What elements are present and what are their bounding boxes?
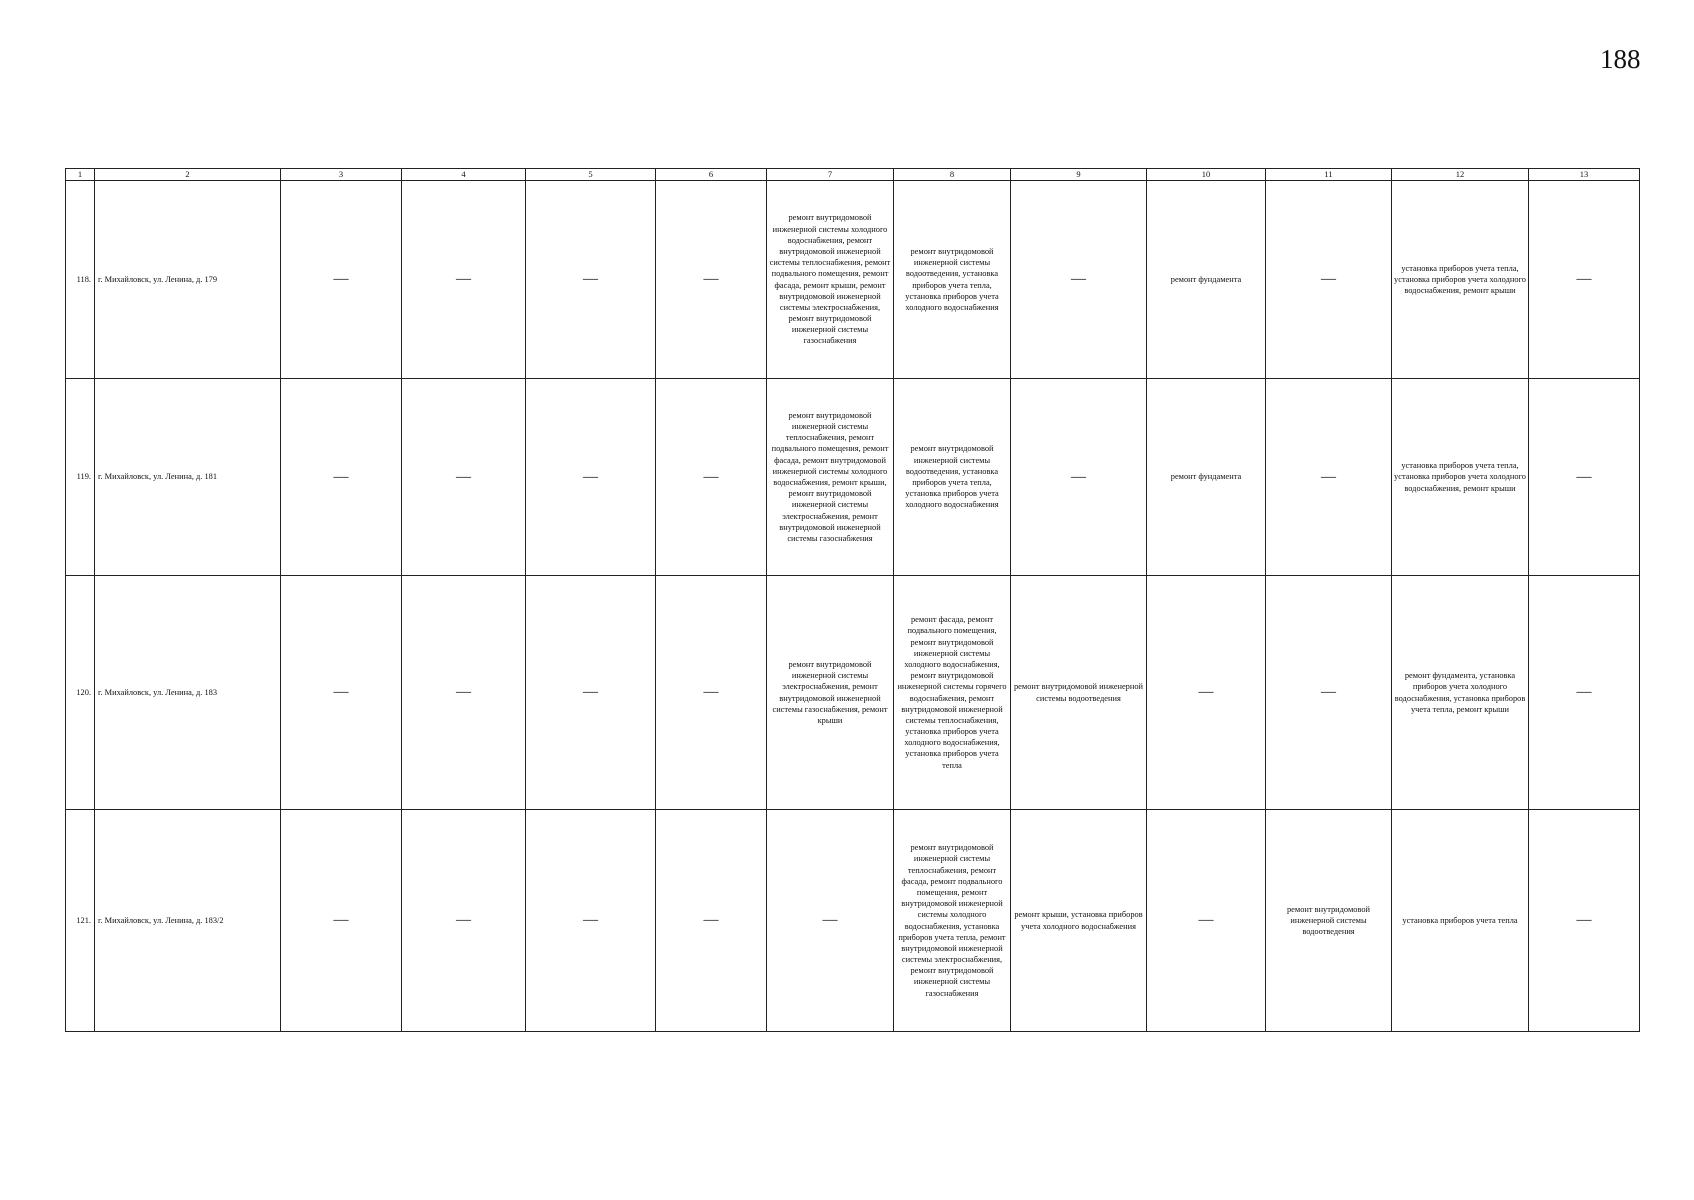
table-cell [281, 379, 402, 576]
table-cell [402, 576, 526, 810]
dash-cell: — [1198, 912, 1214, 928]
table-cell [1011, 181, 1147, 379]
column-number: 6 [656, 169, 767, 181]
dash-cell: — [1576, 468, 1592, 485]
column-number: 1 [66, 169, 95, 181]
table-cell [402, 810, 526, 1032]
works-cell: ремонт фасада, ремонт подвального помещения, ремонт внутридомовой инженерной системы холодного водоснабжения, ремонт внутридомовой инженерной системы горячего водоснабжения, ремонт внутридомовой инженерной системы теплоснабжения, установка приборов учета холодного водоснабжения, установка приборов учета тепла [894, 576, 1011, 810]
dash-cell: — [1576, 684, 1592, 700]
table-cell [656, 379, 767, 576]
table-cell [1147, 576, 1266, 810]
works-cell: ремонт внутридомовой инженерной системы водоотведения, установка приборов учета тепла, установка приборов учета холодного водоснабжения [894, 379, 1011, 576]
table-cell [281, 810, 402, 1032]
table-cell [1266, 181, 1392, 379]
column-number: 12 [1392, 169, 1529, 181]
dash-cell: — [456, 468, 471, 485]
table-cell [402, 181, 526, 379]
dash-cell: — [822, 912, 838, 928]
dash-cell: — [456, 684, 471, 700]
address-cell: г. Михайловск, ул. Ленина, д. 183/2 [95, 810, 281, 1032]
table-cell [402, 379, 526, 576]
row-number: 118. [66, 181, 95, 379]
address-cell: г. Михайловск, ул. Ленина, д. 181 [95, 379, 281, 576]
row-number: 120. [66, 576, 95, 810]
column-number: 9 [1011, 169, 1147, 181]
dash-cell: — [1071, 468, 1086, 485]
works-cell: ремонт внутридомовой инженерной системы холодного водоснабжения, ремонт внутридомовой инженерной системы теплоснабжения, ремонт подвального помещения, ремонт фасада, ремонт крыши, ремонт внутридомовой инженерной системы электроснабжения, ремонт внутридомовой инженерной системы газоснабжения [767, 181, 894, 379]
table-cell [1011, 379, 1147, 576]
dash-cell: — [703, 271, 719, 287]
table-cell [1529, 181, 1640, 379]
table-cell [526, 810, 656, 1032]
works-cell: ремонт фундамента [1147, 379, 1266, 576]
column-number: 3 [281, 169, 402, 181]
column-number: 5 [526, 169, 656, 181]
works-cell: ремонт фундамента, установка приборов учета холодного водоснабжения, установка приборов учета тепла, ремонт крыши [1392, 576, 1529, 810]
address-cell: г. Михайловск, ул. Ленина, д. 179 [95, 181, 281, 379]
column-number: 8 [894, 169, 1011, 181]
table-cell [1529, 379, 1640, 576]
table-cell [767, 810, 894, 1032]
dash-cell: — [1071, 271, 1086, 287]
table-cell [1147, 810, 1266, 1032]
dash-cell: — [583, 684, 598, 700]
table-row [66, 181, 1640, 379]
dash-cell: — [333, 468, 349, 485]
row-number: 121. [66, 810, 95, 1032]
table-row [66, 576, 1640, 810]
column-number: 7 [767, 169, 894, 181]
page-number: 188 [1600, 44, 1641, 74]
dash-cell: — [333, 684, 349, 700]
works-cell: установка приборов учета тепла [1392, 810, 1529, 1032]
table-cell [656, 181, 767, 379]
column-number: 13 [1529, 169, 1640, 181]
table-cell [526, 181, 656, 379]
dash-cell: — [1321, 271, 1336, 287]
table-row [66, 379, 1640, 576]
table-cell [1266, 379, 1392, 576]
works-cell: ремонт внутридомовой инженерной системы водоотведения [1011, 576, 1147, 810]
works-cell: ремонт фундамента [1147, 181, 1266, 379]
works-cell: ремонт крыши, установка приборов учета холодного водоснабжения [1011, 810, 1147, 1032]
dash-cell: — [583, 271, 598, 287]
column-number-row [66, 169, 1640, 181]
address-cell: г. Михайловск, ул. Ленина, д. 183 [95, 576, 281, 810]
dash-cell: — [456, 271, 471, 287]
table-cell [1529, 576, 1640, 810]
dash-cell: — [1321, 684, 1336, 700]
dash-cell: — [703, 684, 719, 700]
works-cell: установка приборов учета тепла, установка приборов учета холодного водоснабжения, ремонт крыши [1392, 379, 1529, 576]
works-cell: ремонт внутридомовой инженерной системы теплоснабжения, ремонт фасада, ремонт подвального помещения, ремонт внутридомовой инженерной системы холодного водоснабжения, установка приборов учета тепла, ремонт внутридомовой инженерной системы электроснабжения, ремонт внутридомовой инженерной системы газоснабжения [894, 810, 1011, 1032]
dash-cell: — [1576, 271, 1592, 287]
column-number: 2 [95, 169, 281, 181]
table-cell [281, 576, 402, 810]
table-cell [656, 810, 767, 1032]
column-number: 11 [1266, 169, 1392, 181]
dash-cell: — [456, 912, 471, 928]
works-cell: установка приборов учета тепла, установка приборов учета холодного водоснабжения, ремонт крыши [1392, 181, 1529, 379]
column-number: 4 [402, 169, 526, 181]
column-number: 10 [1147, 169, 1266, 181]
table-cell [1266, 576, 1392, 810]
table-cell [281, 181, 402, 379]
table-cell [1529, 810, 1640, 1032]
dash-cell: — [1576, 912, 1592, 928]
works-table [65, 168, 1640, 1032]
works-cell: ремонт внутридомовой инженерной системы водоотведения, установка приборов учета тепла, установка приборов учета холодного водоснабжения [894, 181, 1011, 379]
table-cell [656, 576, 767, 810]
dash-cell: — [583, 912, 598, 928]
dash-cell: — [1321, 468, 1336, 485]
works-cell: ремонт внутридомовой инженерной системы теплоснабжения, ремонт подвального помещения, ремонт фасада, ремонт внутридомовой инженерной системы холодного водоснабжения, ремонт крыши, ремонт внутридомовой инженерной системы электроснабжения, ремонт внутридомовой инженерной системы газоснабжения [767, 379, 894, 576]
table-cell [526, 379, 656, 576]
dash-cell: — [333, 912, 349, 928]
dash-cell: — [583, 468, 598, 485]
dash-cell: — [333, 271, 349, 287]
table-cell [526, 576, 656, 810]
dash-cell: — [703, 912, 719, 928]
row-number: 119. [66, 379, 95, 576]
works-cell: ремонт внутридомовой инженерной системы водоотведения [1266, 810, 1392, 1032]
dash-cell: — [1198, 684, 1214, 700]
table-row [66, 810, 1640, 1032]
works-cell: ремонт внутридомовой инженерной системы электроснабжения, ремонт внутридомовой инженерной системы газоснабжения, ремонт крыши [767, 576, 894, 810]
dash-cell: — [703, 468, 719, 485]
